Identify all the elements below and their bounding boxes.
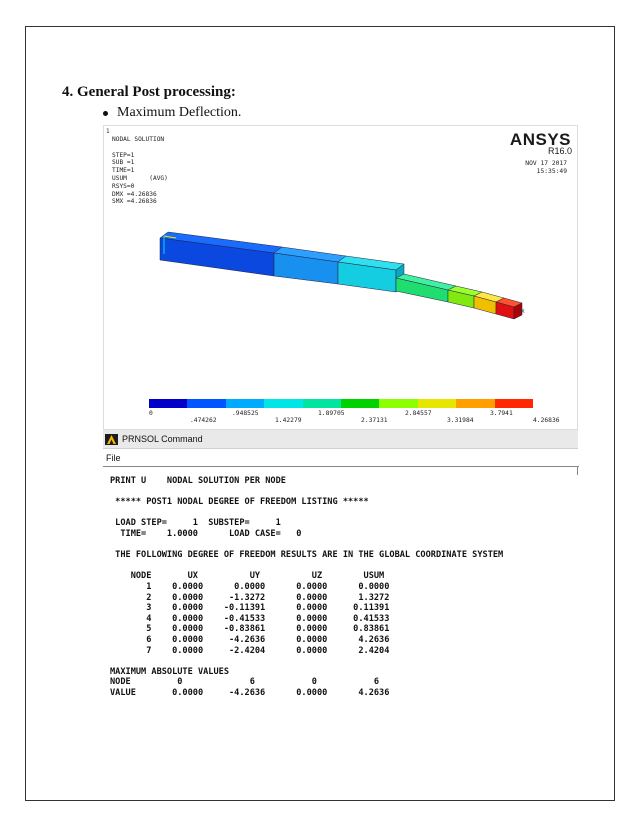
legend-label: .948525 xyxy=(232,410,259,417)
ansys-app-icon xyxy=(105,434,118,445)
legend-swatch xyxy=(264,399,302,408)
legend-label: 1.89705 xyxy=(318,410,345,417)
legend-label: 3.7941 xyxy=(490,410,513,417)
command-window-title: PRNSOL Command xyxy=(122,434,203,444)
command-window-titlebar[interactable] xyxy=(103,430,578,449)
solution-info: NODAL SOLUTION STEP=1 SUB =1 TIME=1 USUM (AVG) RSYS=0 DMX =4.26836 SMX =4.26836 xyxy=(112,136,168,206)
legend-swatch xyxy=(456,399,494,408)
legend-label: 1.42279 xyxy=(275,417,302,424)
legend-swatch xyxy=(303,399,341,408)
legend-swatch xyxy=(495,399,533,408)
legend-swatch xyxy=(379,399,417,408)
prnsol-output: PRINT U NODAL SOLUTION PER NODE ***** POST1 NODAL DEGREE OF FREEDOM LISTING ***** LOAD STEP= 1 SUBSTEP= 1 TIME= 1.0000 LOAD CASE= 0 THE FOLLOWING DEGREE OF FREEDOM RESULTS ARE IN THE GLOBAL COORDINATE SYSTEM NODE UX UY UZ USUM 1 0.0000 0.0000 0.0000 0.0000 2 0.0000 -1.3272 0.0000 1.3272 3 0.0000 -0.11391 0.0000 0.11391 4 0.0000 -0.41533 0.0000 0.41533 5 0.0000 -0.83861 0.0000 0.83861 6 0.0000 -4.2636 0.0000 4.2636 7 0.0000 -2.4204 0.0000 2.4204 MAXIMUM ABSOLUTE VALUES NODE 0 6 0 6 VALUE 0.0000 -4.2636 0.0000 4.2636 xyxy=(110,476,504,698)
legend-label: 2.37131 xyxy=(361,417,388,424)
legend-swatch xyxy=(418,399,456,408)
legend-swatch xyxy=(149,399,187,408)
bullet-item xyxy=(103,105,241,121)
beam-contour-model xyxy=(104,126,577,429)
legend-label: 0 xyxy=(149,410,153,417)
legend-label: .474262 xyxy=(190,417,217,424)
legend-label: 2.84557 xyxy=(405,410,432,417)
plot-time: 15:35:49 xyxy=(536,168,567,175)
ansys-version: R16.0 xyxy=(547,146,572,156)
bullet-text: Maximum Deflection. xyxy=(117,105,242,120)
legend-swatch xyxy=(341,399,379,408)
max-deflection-marker: MX xyxy=(518,309,525,315)
menu-bar xyxy=(103,450,578,466)
ansys-plot-panel xyxy=(103,125,578,430)
section-heading: 4. General Post processing: xyxy=(62,84,236,100)
window-edge xyxy=(577,466,578,475)
menu-divider xyxy=(103,466,579,467)
menu-file[interactable]: File xyxy=(106,453,121,463)
legend-swatch xyxy=(226,399,264,408)
legend-swatch xyxy=(187,399,225,408)
ansys-logo: ANSYS xyxy=(509,130,571,149)
window-number: 1 xyxy=(106,128,110,135)
contour-legend-bar xyxy=(149,399,533,408)
legend-label: 4.26836 xyxy=(533,417,560,424)
legend-label: 3.31984 xyxy=(447,417,474,424)
plot-date: NOV 17 2017 xyxy=(525,160,567,167)
bullet-dot-icon xyxy=(103,111,108,116)
